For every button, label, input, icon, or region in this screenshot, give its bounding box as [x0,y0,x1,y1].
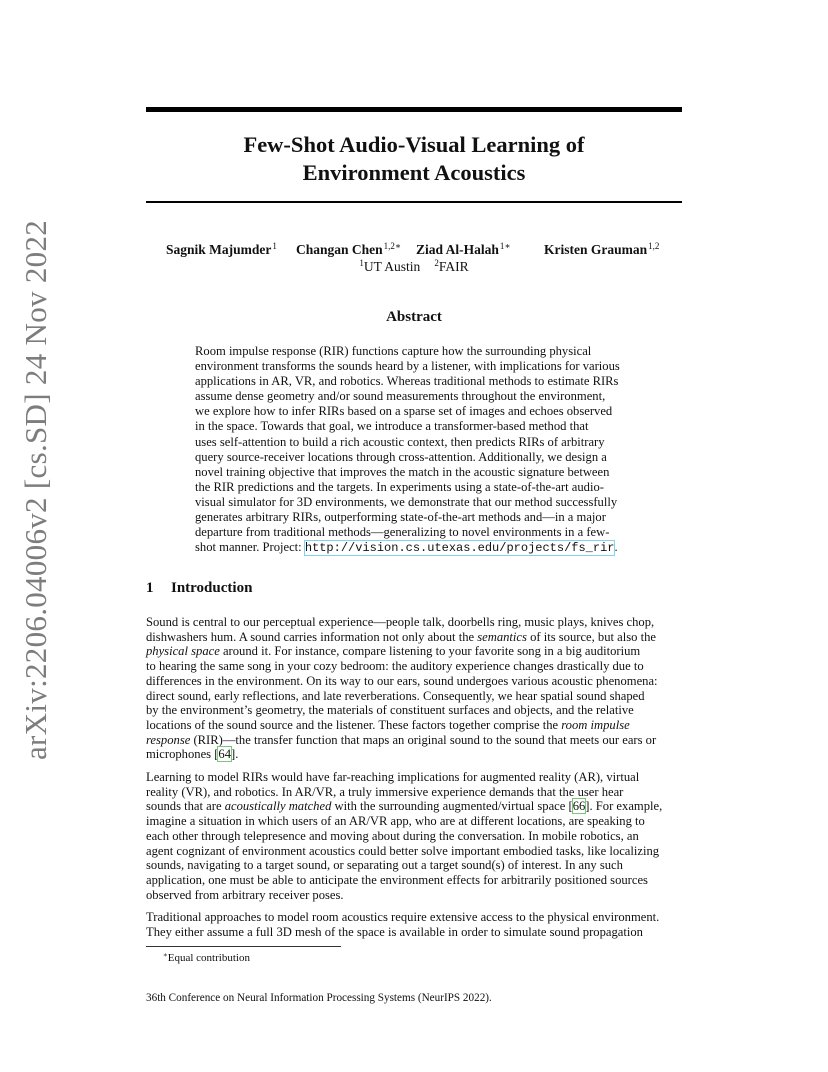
affiliation-ut-austin: UT Austin [363,259,421,274]
affiliations: $^1$UT Austin $^2$FAIR [359,258,469,274]
citation-66[interactable]: 66 [572,799,586,814]
abstract-line: visual simulator for 3D environments, we demonstrate that our method successfully [195,494,618,509]
abstract-line: departure from traditional methods—generalizing to novel environments in a few- [195,525,610,540]
abstract-body [195,344,634,556]
author-majumder: Sagnik Majumder$^1$ [166,241,277,257]
abstract-line: applications in AR, VR, and robotics. Whereas traditional methods to estimate RIRs [195,374,619,389]
abstract-line: assume dense geometry and/or sound measurements throughout the environment, [195,389,606,404]
abstract-line: the RIR predictions and the targets. In experiments using a state-of-the-art audio- [195,479,604,494]
author-grauman: Kristen Grauman$^{1,2}$ [544,241,660,257]
title-line-2: Environment Acoustics [302,160,526,185]
abstract-line: environment transforms the sounds heard by a listener, with implications for various [195,359,620,374]
title-bottom-rule [146,201,682,203]
affiliation-fair: FAIR [438,259,469,274]
intro-paragraph-2: Learning to model RIRs would have far-reaching implications for augmented reality (AR), virtual reality (VR), and robotics. In AR/VR, a truly immersive experience demands that the user hear sounds that are acoustically matched with the surrounding augmented/virtual space [66]. For example, imagine a situation in which users of an AR/VR app, who are at different locations, are speaking to each other through telepresence and moving about during the conversation. In mobile robotics, an agent cognizant of environment acoustics could better solve important embodied tasks, like localizing sounds, navigating to a target sound, or separating out a target sound(s) of interest. In any such application, one must be able to anticipate the environment effects for arbitrarily positioned sources observed from arbitrary receiver poses. [146,770,663,902]
abstract-line: in the space. Towards that goal, we introduce a transformer-based method that [195,419,589,434]
project-link[interactable]: http://vision.cs.utexas.edu/projects/fs_rir [304,541,615,556]
abstract-heading: Abstract [386,309,442,325]
arxiv-identifier: arXiv:2206.04006v2 [cs.SD] 24 Nov 2022 [18,219,53,760]
title-top-rule [146,107,682,112]
section-heading-introduction: 1 Introduction [146,580,253,596]
intro-paragraph-3: Traditional approaches to model room acoustics require extensive access to the physical environment. They either assume a full 3D mesh of the space is available in order to simulate sound propagation [146,910,660,939]
author-chen: Changan Chen$^{1,2∗}$ [296,241,402,257]
title-line-1: Few-Shot Audio-Visual Learning of [243,132,585,157]
abstract-line: novel training objective that improves the match in the acoustic signature between [195,464,610,479]
abstract-line: uses self-attention to build a rich acoustic context, then predicts RIRs of arbitrary [195,434,605,449]
abstract-line: we explore how to infer RIRs based on a sparse set of images and echoes observed [195,404,613,419]
citation-64[interactable]: 64 [218,747,231,762]
paper-title [146,131,682,187]
footnote-equal-contribution: ∗Equal contribution [163,951,250,964]
author-al-halah: Ziad Al-Halah$^{1∗}$ [416,241,511,257]
abstract-line: Room impulse response (RIR) functions capture how the surrounding physical [195,344,592,358]
abstract-line-last: shot manner. Project: http://vision.cs.utexas.edu/projects/fs_rir. [195,540,618,556]
abstract-line: generates arbitrary RIRs, outperforming state-of-the-art methods and—in a major [195,510,606,525]
abstract-line: query source-receiver locations through cross-attention. Additionally, we design a [195,449,607,464]
intro-paragraph-1: Sound is central to our perceptual experience—people talk, doorbells ring, music plays, knives chop, dishwashers hum. A sound carries information not only about the semantics of its source, but also the physical space around it. For instance, compare listening to your favorite song in a big auditorium to hearing the same song in your cozy bedroom: the auditory experience changes drastically due to differences in the environment. On its way to our ears, sound undergoes various acoustic phenomena: direct sound, early reflections, and late reverberations. Consequently, we hear spatial sound shaped by the environment’s geometry, the materials of constituent surfaces and objects, and the relative locations of the sound source and the listener. These factors together comprise the room impulse response (RIR)—the transfer function that maps an original sound to the sound that meets our ears or microphones [64]. [146,615,658,762]
venue-footer: 36th Conference on Neural Information Processing Systems (NeurIPS 2022). [146,992,492,1004]
footnote-rule [146,946,341,947]
